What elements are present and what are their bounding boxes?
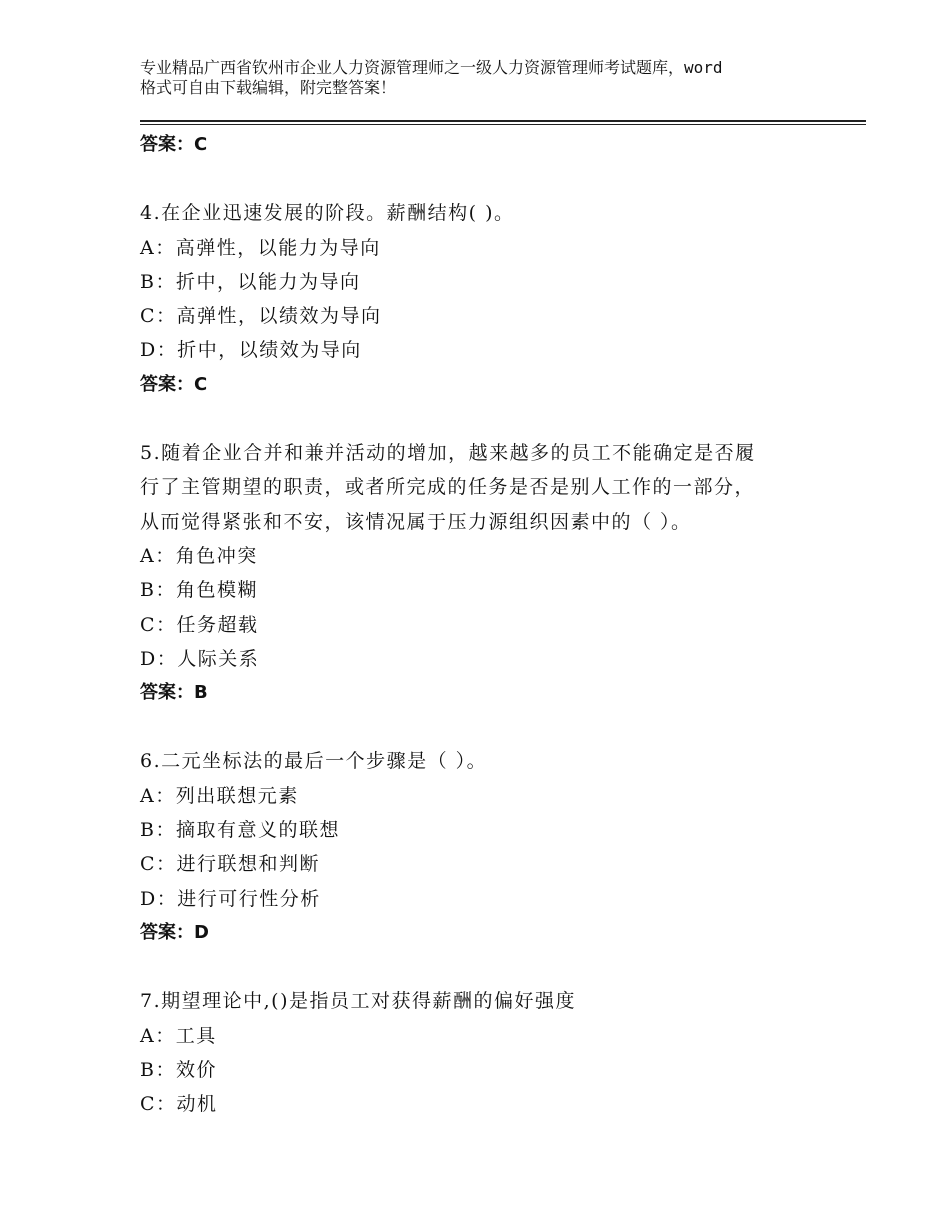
answer-line: 答案：C — [140, 134, 208, 155]
answer-line: 答案：C — [140, 373, 208, 395]
question-block — [140, 196, 840, 402]
header-line-1: 专业精品广西省钦州市企业人力资源管理师之一级人力资源管理师考试题库，word — [140, 58, 723, 77]
option-c: C：任务超载 — [140, 613, 259, 636]
option-b: B：摘取有意义的联想 — [140, 819, 340, 842]
option-a: A：角色冲突 — [140, 544, 258, 567]
header-divider-thin — [140, 124, 866, 125]
header-divider-thick — [140, 120, 866, 122]
option-b: B：角色模糊 — [140, 579, 258, 602]
option-d: D：进行可行性分析 — [140, 887, 321, 910]
question-stem: 7.期望理论中,()是指员工对获得薪酬的偏好强度 — [140, 990, 576, 1013]
question-stem: 从而觉得紧张和不安，该情况属于压力源组织因素中的（ ）。 — [140, 510, 692, 533]
question-list — [140, 128, 840, 1121]
option-b: B：折中，以能力为导向 — [140, 270, 361, 293]
question-block — [140, 436, 840, 710]
question-stem: 行了主管期望的职责，或者所完成的任务是否是别人工作的一部分， — [140, 476, 756, 499]
spacer — [140, 950, 840, 984]
document-header — [140, 58, 830, 98]
option-d: D：人际关系 — [140, 647, 260, 670]
option-c: C：动机 — [140, 1093, 218, 1116]
spacer — [140, 162, 840, 196]
answer-line: 答案：D — [140, 921, 209, 943]
spacer — [140, 710, 840, 744]
option-c: C：高弹性，以绩效为导向 — [140, 305, 382, 328]
question-stem: 4.在企业迅速发展的阶段。薪酬结构( )。 — [140, 202, 515, 225]
option-d: D：折中，以绩效为导向 — [140, 339, 362, 362]
option-a: A：高弹性，以能力为导向 — [140, 236, 381, 259]
header-divider — [140, 120, 866, 126]
question-stem: 5.随着企业合并和兼并活动的增加，越来越多的员工不能确定是否履 — [140, 442, 756, 465]
option-a: A：列出联想元素 — [140, 784, 299, 807]
header-line-2: 格式可自由下载编辑，附完整答案！ — [140, 78, 397, 97]
option-c: C：进行联想和判断 — [140, 853, 321, 876]
question-block — [140, 984, 840, 1121]
spacer — [140, 402, 840, 436]
option-b: B：效价 — [140, 1058, 217, 1081]
question-block — [140, 744, 840, 950]
option-a: A：工具 — [140, 1024, 217, 1047]
answer-line: 答案：B — [140, 682, 208, 704]
question-stem: 6.二元坐标法的最后一个步骤是（ ）。 — [140, 750, 488, 773]
